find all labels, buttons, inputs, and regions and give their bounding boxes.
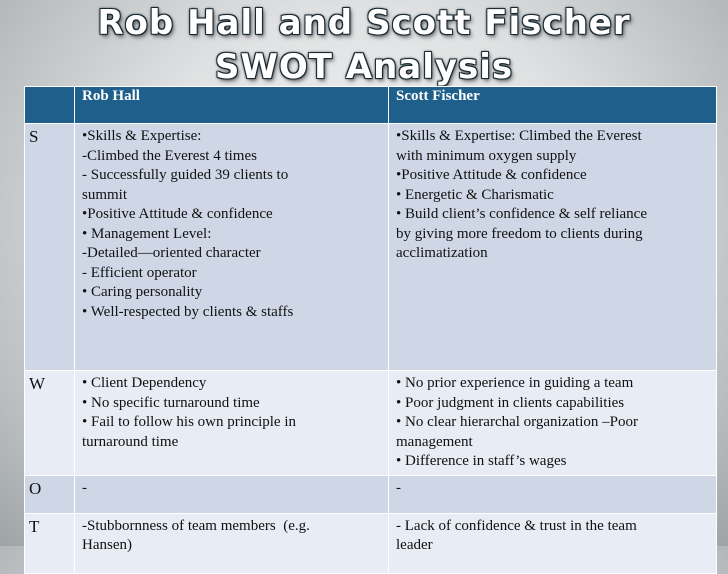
- text-line: management: [396, 433, 473, 450]
- text-line: •Positive Attitude & confidence: [396, 167, 587, 183]
- header-letter-cell: [25, 87, 75, 124]
- row-weaknesses: [25, 371, 717, 476]
- scott-strengths: [389, 124, 717, 371]
- text-line: • Caring personality: [82, 284, 203, 300]
- text-line: •Skills & Expertise:: [82, 128, 202, 144]
- text-line: • No clear hierarchal organization –Poor: [396, 414, 638, 430]
- text-line: •Positive Attitude & confidence: [82, 206, 273, 222]
- text-line: - Successfully guided 39 clients to: [82, 167, 289, 183]
- text-line: • Difference in staff’s wages: [396, 453, 567, 469]
- text-line: Hansen): [82, 537, 132, 553]
- slide-subtitle: SWOT Analysis: [214, 47, 514, 87]
- text-line: -Climbed the Everest 4 times: [82, 147, 257, 164]
- text-line: • Well-respected by clients & staffs: [82, 303, 294, 320]
- letter-s: S: [25, 124, 75, 371]
- text-line: •Skills & Expertise: Climbed the Everest: [396, 128, 642, 144]
- text-line: by giving more freedom to clients during: [396, 225, 643, 242]
- text-line: - Lack of confidence & trust in the team: [396, 517, 637, 534]
- scott-opportunities: -: [389, 475, 717, 513]
- text-line: turnaround time: [82, 433, 179, 450]
- rob-opportunities: -: [75, 475, 389, 513]
- text-line: • Client Dependency: [82, 375, 207, 391]
- letter-w: W: [25, 371, 75, 476]
- rob-threats: [75, 513, 389, 573]
- slide-title: Rob Hall and Scott Fischer: [97, 3, 631, 43]
- text-line: summit: [82, 186, 128, 203]
- header-scott-fischer: Scott Fischer: [389, 87, 717, 124]
- header-rob-hall: Rob Hall: [75, 87, 389, 124]
- text-line: - Efficient operator: [82, 264, 197, 281]
- text-line: with minimum oxygen supply: [396, 147, 577, 164]
- letter-t: T: [25, 513, 75, 573]
- text-line: -Stubbornness of team members (e.g.: [82, 517, 310, 534]
- scott-threats: [389, 513, 717, 573]
- text-line: • Energetic & Charismatic: [396, 186, 554, 203]
- rob-strengths: [75, 124, 389, 371]
- row-threats: [25, 513, 717, 573]
- header-row: [25, 87, 717, 124]
- text-line: • Management Level:: [82, 225, 212, 242]
- row-opportunities: [25, 475, 717, 513]
- swot-table: [24, 86, 717, 574]
- text-line: leader: [396, 537, 433, 553]
- text-line: acclimatization: [396, 245, 488, 261]
- text-line: • Poor judgment in clients capabilities: [396, 394, 625, 411]
- rob-weaknesses: [75, 371, 389, 476]
- text-line: • No prior experience in guiding a team: [396, 375, 634, 391]
- text-line: -Detailed—oriented character: [82, 245, 261, 261]
- text-line: • Fail to follow his own principle in: [82, 414, 296, 430]
- text-line: • Build client’s confidence & self reliance: [396, 206, 647, 222]
- scott-weaknesses: [389, 371, 717, 476]
- letter-o: O: [25, 475, 75, 513]
- text-line: • No specific turnaround time: [82, 394, 260, 411]
- row-strengths: [25, 124, 717, 371]
